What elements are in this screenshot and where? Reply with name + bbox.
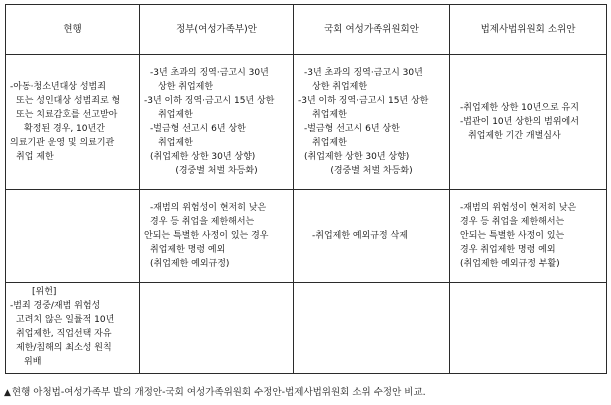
cell-line: 경우 등 취업을 제한해서는 — [460, 217, 565, 227]
cell-line: [위헌] — [32, 287, 57, 297]
comparison-table — [5, 4, 607, 374]
cell-line: 상한 취업제한 — [312, 82, 368, 92]
header-judiciary: 법제사법위원회 소위안 — [450, 5, 607, 55]
cell-line: -아동·청소년대상 성범죄 — [10, 82, 106, 92]
cell-current — [6, 190, 140, 283]
cell-line: -취업제한 상한 10년으로 유지 — [460, 103, 579, 113]
cell-line: (취업제한 상한 30년 상향) — [150, 152, 256, 162]
cell-line: (경중별 처벌 차등화) — [330, 166, 413, 176]
cell-line: -범죄 경중/재범 위험성 — [10, 301, 101, 311]
cell-line: 또는 성인대상 성범죄로 형 — [16, 96, 121, 106]
cell-line: 경우 취업제한 명령 예외 — [460, 245, 556, 255]
cell-line: 또는 치료감호를 선고받아 — [16, 110, 118, 120]
cell-line: -재범의 위험성이 현저히 낮은 — [150, 203, 267, 213]
cell-line: 취업제한 — [158, 138, 193, 148]
comparison-document — [5, 4, 606, 374]
cell-line: -법관이 10년 상한의 범위에서 — [460, 117, 579, 127]
cell-line: 안되는 특별한 사정이 있는 경우 — [144, 231, 269, 241]
cell-assembly — [294, 55, 450, 190]
cell-gov — [140, 190, 294, 283]
cell-line: -재범의 위험성이 현저히 낮은 — [460, 203, 577, 213]
cell-line: 취업제한 — [312, 138, 347, 148]
cell-gov — [140, 283, 294, 374]
cell-line: 취업제한 명령 예외 — [150, 245, 226, 255]
cell-line: -벌금형 선고시 6년 상한 — [150, 124, 246, 134]
cell-line: 취업제한 — [158, 110, 193, 120]
cell-line: 의료기관 운영 및 의료기관 — [10, 138, 115, 148]
cell-line: -취업제한 예외규정 삭제 — [312, 231, 408, 241]
cell-line: 경우 등 취업을 제한해서는 — [150, 217, 255, 227]
cell-current — [6, 55, 140, 190]
cell-assembly — [294, 190, 450, 283]
cell-line: 안되는 특별한 사정이 있는 — [460, 231, 565, 241]
figure-caption — [4, 384, 426, 398]
cell-current — [6, 283, 140, 374]
cell-line: 상한 취업제한 — [158, 82, 214, 92]
cell-line: (취업제한 상한 30년 상향) — [304, 152, 410, 162]
cell-line: 취업제한 기간 개별심사 — [468, 131, 561, 141]
cell-gov — [140, 55, 294, 190]
header-gov: 정부(여성가족부)안 — [140, 5, 294, 55]
table-row — [6, 190, 607, 283]
caption-text: 현행 아청법-여성가족부 발의 개정안-국회 여성가족위원회 수정안-법제사법위원회 소위 수정안 비교. — [11, 387, 426, 398]
cell-line: 제한/침해의 최소성 원칙 — [16, 343, 112, 353]
cell-line: (경중별 처벌 차등화) — [175, 166, 258, 176]
cell-judiciary — [450, 283, 607, 374]
cell-line: 취업제한 — [312, 110, 347, 120]
cell-judiciary — [450, 55, 607, 190]
cell-assembly — [294, 283, 450, 374]
cell-line: -3년 이하 징역·금고시 15년 상한 — [298, 96, 429, 106]
cell-line: -3년 이하 징역·금고시 15년 상한 — [144, 96, 275, 106]
cell-line: 고려치 않은 일률적 10년 — [16, 315, 115, 325]
cell-line: -3년 초과의 징역·금고시 30년 — [150, 68, 269, 78]
header-assembly: 국회 여성가족위원회안 — [294, 5, 450, 55]
cell-line: 확정된 경우, 10년간 — [24, 124, 105, 134]
cell-line: 취업제한, 직업선택 자유 — [16, 329, 112, 339]
table-row — [6, 55, 607, 190]
cell-line: (취업제한 예외규정) — [150, 259, 230, 269]
cell-line: -벌금형 선고시 6년 상한 — [304, 124, 400, 134]
cell-line: 위배 — [24, 357, 42, 367]
table-header-row — [6, 5, 607, 55]
triangle-up-icon: ▲ — [4, 388, 11, 398]
table-row — [6, 283, 607, 374]
cell-judiciary — [450, 190, 607, 283]
cell-line: 취업 제한 — [16, 152, 54, 162]
cell-line: -3년 초과의 징역·금고시 30년 — [304, 68, 423, 78]
header-current: 현행 — [6, 5, 140, 55]
cell-line: (취업제한 예외규정 부활) — [460, 259, 560, 269]
